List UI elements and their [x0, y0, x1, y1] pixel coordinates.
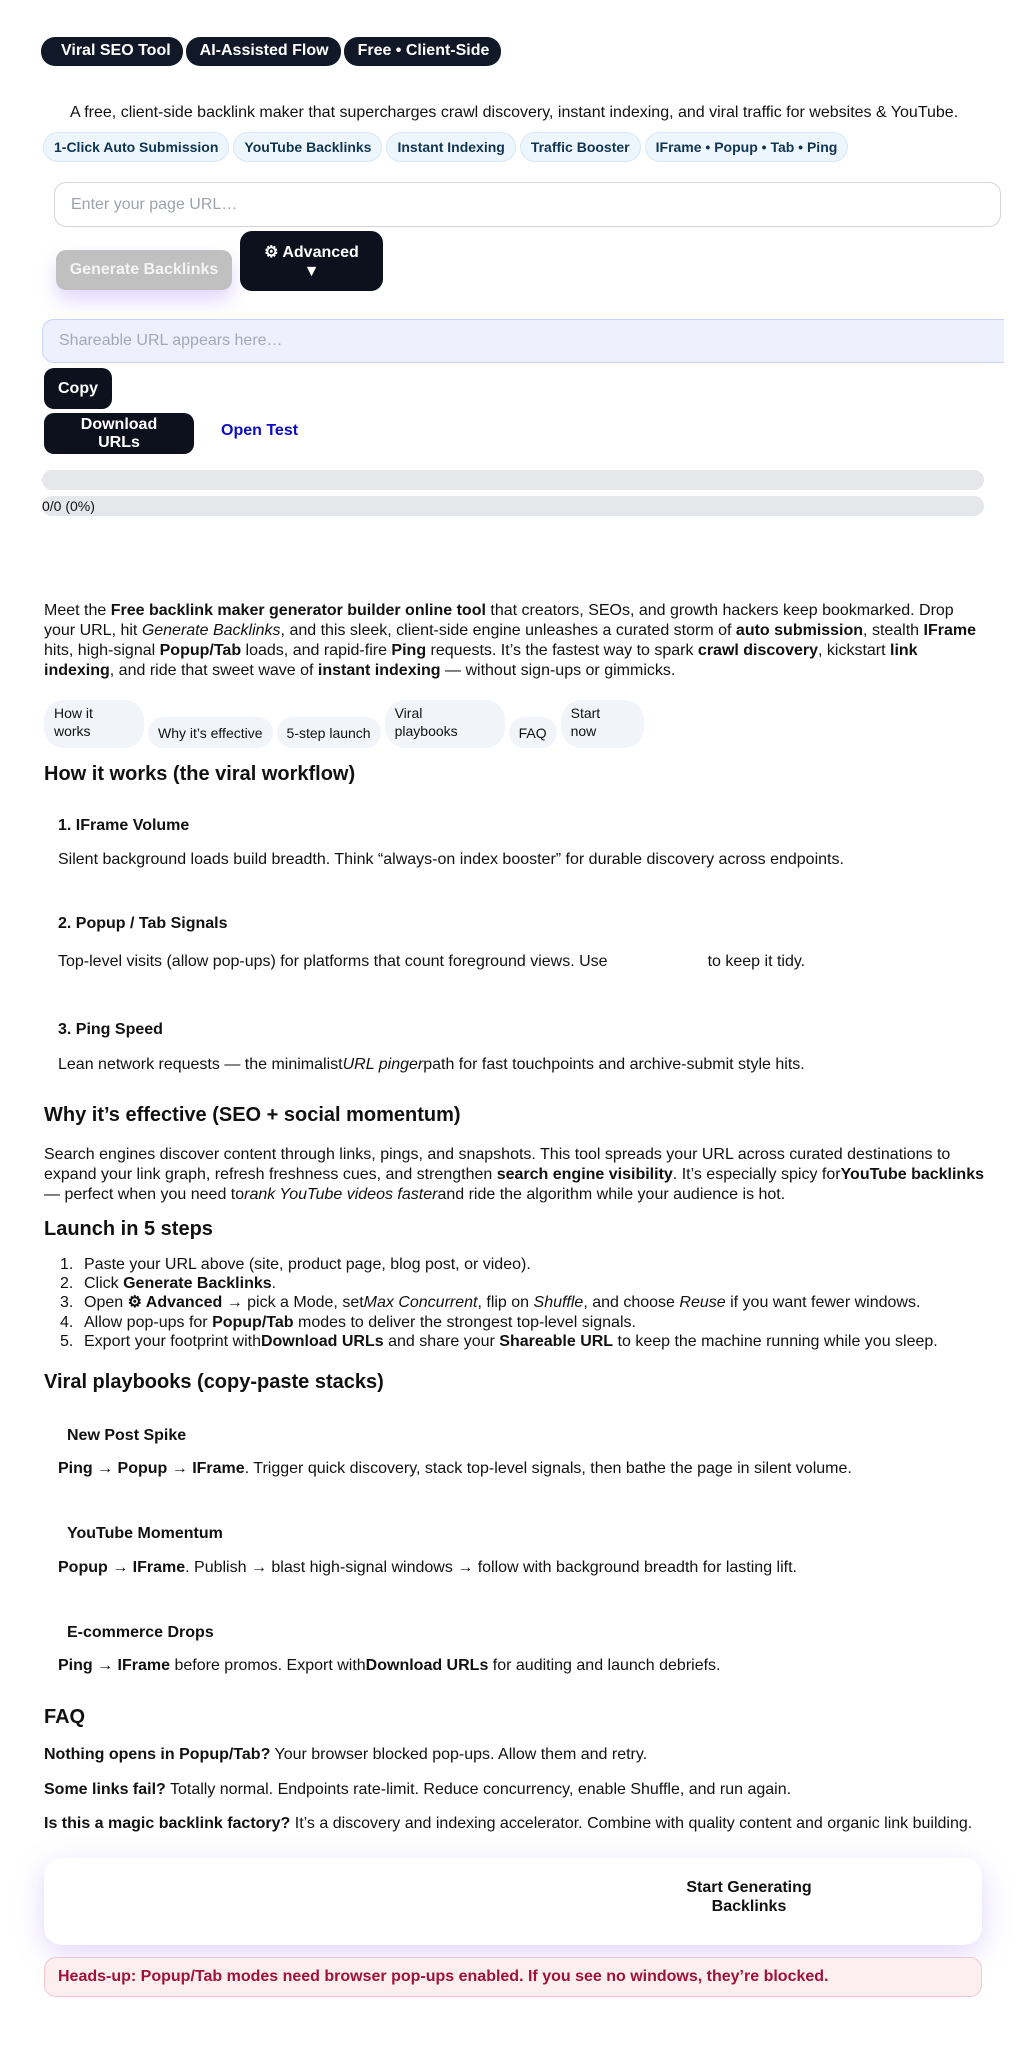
copy-button[interactable]: Copy: [44, 368, 112, 409]
toc-5-step-launch[interactable]: 5-step launch: [277, 717, 381, 748]
badge-ai-assisted: AI-Assisted Flow: [186, 37, 341, 66]
launch-step: 5. Export your footprint withDownload URLs and share your Shareable URL to keep the machine running while you sleep.: [60, 1332, 938, 1350]
page-url-input[interactable]: [54, 182, 1001, 227]
chip-instant-indexing: Instant Indexing: [386, 132, 515, 162]
progress-text: 0/0 (0%): [42, 496, 984, 516]
playbook2-text: Popup → IFrame. Publish → blast high-signal windows → follow with background breadth for lasting lift.: [58, 1559, 797, 1576]
playbook3-title: E-commerce Drops: [67, 1624, 214, 1641]
faq-heading: FAQ: [44, 1706, 86, 1728]
advanced-toggle-button[interactable]: [240, 231, 383, 291]
launch-step: 1. Paste your URL above (site, product page, blog post, or video).: [60, 1256, 531, 1273]
toc-viral-playbooks[interactable]: Viral playbooks: [385, 700, 505, 748]
advanced-label: ⚙ Advanced: [264, 244, 359, 261]
why-paragraph: Search engines discover content through links, pings, and snapshots. This tool spreads your URL across curated destinations to expand your link graph, refresh freshness cues, and strengthen search engine visibility. It’s especially spicy forYouTube backlinks — perfect when you need torank YouTube videos fasterand ride the algorithm while your audience is hot.: [44, 1146, 984, 1203]
start-generating-button[interactable]: Start Generating Backlinks: [644, 1878, 854, 1916]
caret-down-icon: ▼: [303, 263, 320, 280]
step2-text: Top-level visits (allow pop-ups) for platforms that count foreground views. Use to keep it tidy.: [58, 953, 806, 970]
step3-text: Lean network requests — the minimalistURL pingerpath for fast touchpoints and archive-submit style hits.: [58, 1056, 805, 1073]
playbook3-text: Ping → IFrame before promos. Export withDownload URLs for auditing and launch debriefs.: [58, 1657, 721, 1674]
playbooks-heading: Viral playbooks (copy-paste stacks): [44, 1371, 384, 1393]
open-test-link[interactable]: Open Test: [221, 422, 299, 439]
download-urls-button[interactable]: Download URLs: [44, 413, 194, 454]
cta-card: [44, 1858, 982, 1945]
generate-backlinks-button[interactable]: Generate Backlinks: [56, 250, 232, 290]
toc-why-effective[interactable]: Why it’s effective: [148, 717, 273, 748]
playbook1-title: New Post Spike: [67, 1427, 187, 1444]
progress-bar: [42, 470, 984, 490]
faq-item: Nothing opens in Popup/Tab? Your browser blocked pop-ups. Allow them and retry.: [44, 1746, 648, 1763]
step2-title: 2. Popup / Tab Signals: [58, 915, 228, 932]
launch-step: 2. Click Generate Backlinks.: [60, 1275, 277, 1293]
shareable-url-field[interactable]: [42, 319, 1004, 363]
step1-title: 1. IFrame Volume: [58, 817, 190, 834]
chip-traffic-booster: Traffic Booster: [520, 132, 641, 162]
launch-step: 3. Open ⚙ Advanced → pick a Mode, setMax Concurrent, flip on Shuffle, and choose Reuse if you want fewer windows.: [60, 1294, 921, 1312]
chip-modes: IFrame • Popup • Tab • Ping: [645, 132, 849, 162]
launch-heading: Launch in 5 steps: [44, 1218, 213, 1240]
popup-alert: Heads-up: Popup/Tab modes need browser pop-ups enabled. If you see no windows, they’re blocked.: [44, 1957, 982, 1997]
toc-how-it-works[interactable]: How it works: [44, 700, 144, 748]
intro-paragraph: Meet the Free backlink maker generator builder online tool that creators, SEOs, and growth hackers keep bookmarked. Drop your URL, hit Generate Backlinks, and this sleek, client-side engine unleashes a curated storm of auto submission, stealth IFrame hits, high-signal Popup/Tab loads, and rapid-fire Ping requests. It’s the fastest way to spark crawl discovery, kickstart link indexing, and ride that sweet wave of instant indexing — without sign-ups or gimmicks.: [44, 602, 976, 679]
badge-viral-seo: Viral SEO Tool: [41, 37, 183, 66]
toc-start-now[interactable]: Start now: [561, 700, 644, 748]
faq-item: Is this a magic backlink factory? It’s a discovery and indexing accelerator. Combine with quality content and organic link building.: [44, 1815, 973, 1832]
table-of-contents: [44, 700, 644, 748]
badge-free-client-side: Free • Client-Side: [344, 37, 502, 66]
tagline: A free, client-side backlink maker that supercharges crawl discovery, instant indexing, and viral traffic for websites & YouTube.: [70, 104, 959, 121]
faq-item: Some links fail? Totally normal. Endpoints rate-limit. Reduce concurrency, enable Shuffle, and run again.: [44, 1781, 792, 1798]
launch-step: 4. Allow pop-ups for Popup/Tab modes to deliver the strongest top-level signals.: [60, 1313, 636, 1331]
toc-faq[interactable]: FAQ: [509, 717, 557, 748]
why-effective-heading: Why it’s effective (SEO + social momentum): [44, 1104, 461, 1126]
launch-steps: [60, 1255, 938, 1351]
how-it-works-heading: How it works (the viral workflow): [44, 763, 356, 785]
feature-chips: [43, 132, 848, 162]
playbook1-text: Ping → Popup → IFrame. Trigger quick discovery, stack top-level signals, then bathe the page in silent volume.: [58, 1460, 852, 1477]
playbook2-title: YouTube Momentum: [67, 1525, 223, 1542]
chip-youtube-backlinks: YouTube Backlinks: [233, 132, 382, 162]
header-badges: [41, 37, 501, 66]
step3-title: 3. Ping Speed: [58, 1021, 163, 1038]
chip-auto-submission: 1-Click Auto Submission: [43, 132, 229, 162]
step1-text: Silent background loads build breadth. Think “always-on index booster” for durable discovery across endpoints.: [58, 851, 844, 868]
